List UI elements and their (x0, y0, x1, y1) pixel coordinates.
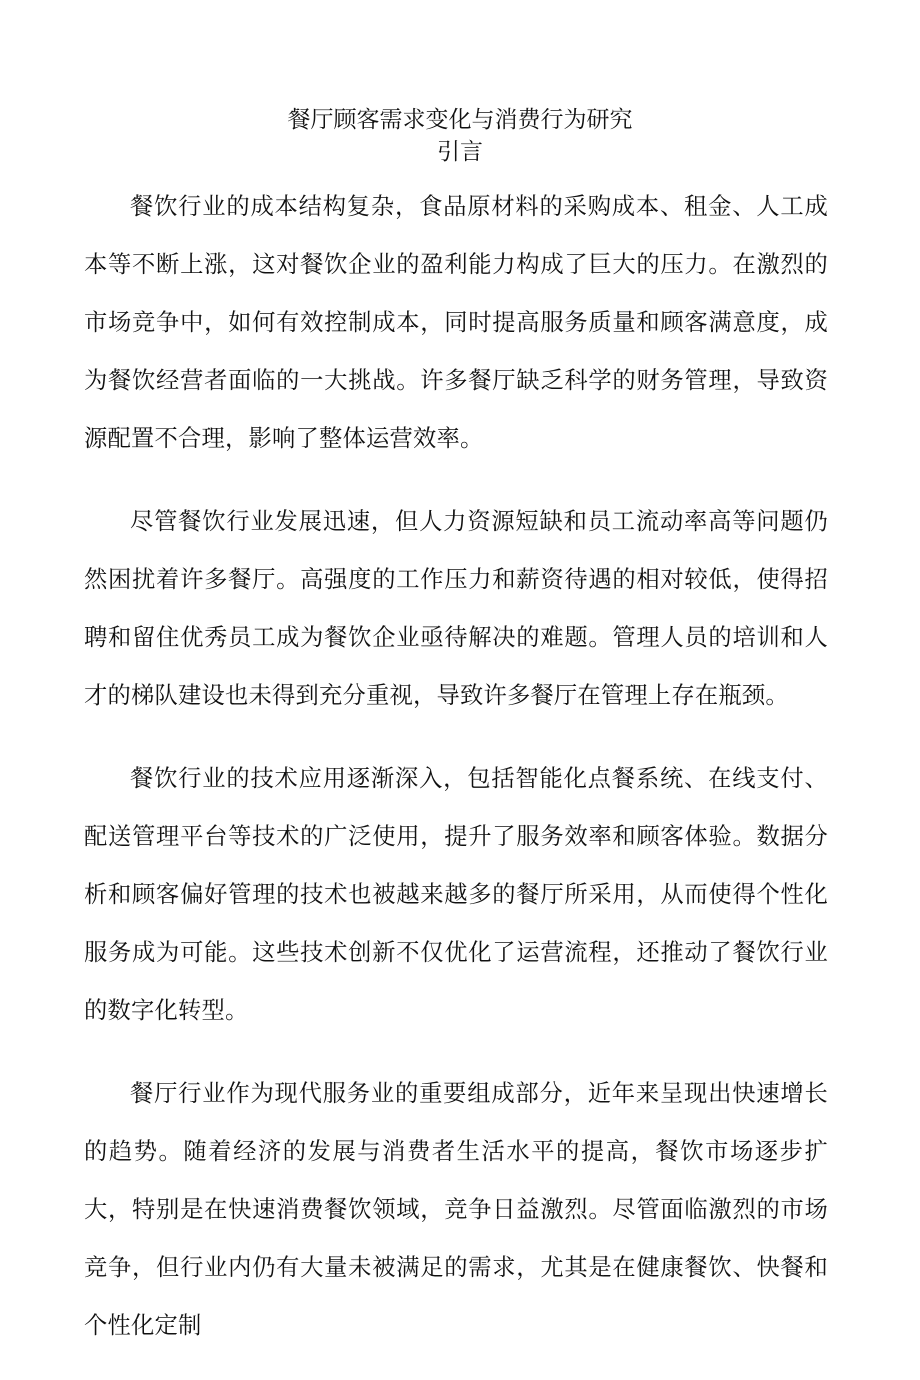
document-title: 餐厅顾客需求变化与消费行为研究 (287, 107, 633, 133)
paragraph: 餐饮行业的成本结构复杂，食品原材料的采购成本、租金、人工成本等不断上涨，这对餐饮企业的盈利能力构成了巨大的压力。在激烈的市场竞争中，如何有效控制成本，同时提高服务质量和顾客满意度，成为餐饮经营者面临的一大挑战。许多餐厅缺乏科学的财务管理，导致资源配置不合理，影响了整体运营效率。 (84, 193, 828, 452)
paragraph: 餐饮行业的技术应用逐渐深入，包括智能化点餐系统、在线支付、配送管理平台等技术的广泛使用，提升了服务效率和顾客体验。数据分析和顾客偏好管理的技术也被越来越多的餐厅所采用，从而使得个性化服务成为可能。这些技术创新不仅优化了运营流程，还推动了餐饮行业的数字化转型。 (84, 765, 828, 1024)
document-body (84, 178, 828, 1380)
paragraph: 尽管餐饮行业发展迅速，但人力资源短缺和员工流动率高等问题仍然困扰着许多餐厅。高强度的工作压力和薪资待遇的相对较低，使得招聘和留住优秀员工成为餐饮企业亟待解决的难题。管理人员的培训和人才的梯队建设也未得到充分重视，导致许多餐厅在管理上存在瓶颈。 (84, 508, 828, 709)
paragraph: 餐厅行业作为现代服务业的重要组成部分，近年来呈现出快速增长的趋势。随着经济的发展与消费者生活水平的提高，餐饮市场逐步扩大，特别是在快速消费餐饮领域，竞争日益激烈。尽管面临激烈的市场竞争，但行业内仍有大量未被满足的需求，尤其是在健康餐饮、快餐和个性化定制 (84, 1080, 828, 1339)
section-heading: 引言 (437, 139, 483, 165)
